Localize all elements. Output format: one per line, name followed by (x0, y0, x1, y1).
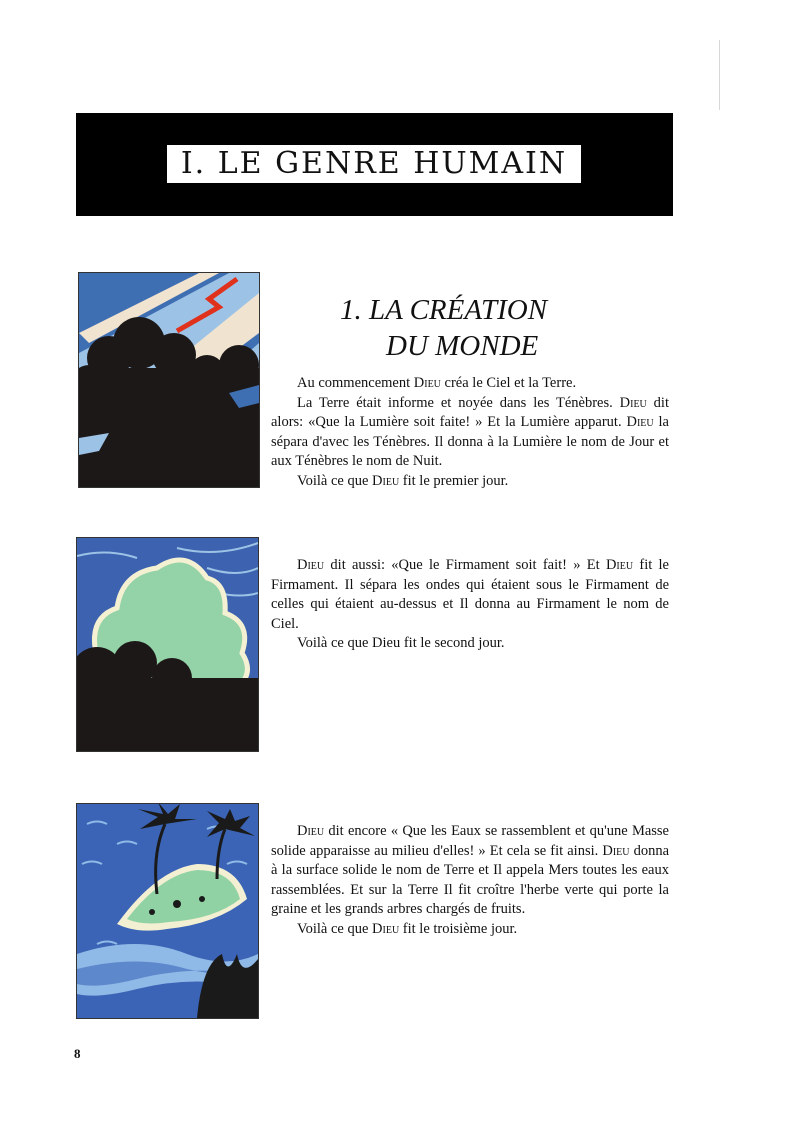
paragraph: Voilà ce que Dieu fit le troisième jour. (297, 920, 518, 937)
illustration-island-sea (76, 803, 259, 1019)
text-block-second-day (271, 556, 669, 654)
illustration-firmament-cloud (76, 537, 259, 752)
paragraph: Voilà ce que Dieu fit le second jour. (297, 635, 505, 652)
page-number: 8 (74, 1046, 81, 1061)
section-number: 1. (340, 294, 362, 326)
paragraph: Voilà ce que Dieu fit le premier jour. (297, 472, 509, 489)
text-block-first-day (271, 374, 669, 492)
page-edge-line (719, 40, 720, 110)
section-title-line2: DU MONDE (386, 330, 539, 362)
paragraph: La Terre était informe et noyée dans les Ténèbres. Dieu dit alors: «Que la Lumière soit faite! » Et la Lumière apparut. Dieu la sépara d'avec les Ténèbres. Il donna à la Lumière le nom de Jour et aux Ténèbres le nom de Nuit. (271, 394, 669, 470)
paragraph: Au commencement Dieu créa le Ciel et la Terre. (297, 375, 577, 391)
section-title-line1: LA CRÉATION (369, 294, 548, 326)
text-block-third-day (271, 822, 669, 940)
chapter-title: I. LE GENRE HUMAIN (167, 145, 581, 183)
paragraph: Dieu dit encore « Que les Eaux se rassemblent et qu'une Masse solide apparaisse au milieu d'elles! » Et cela se fit ainsi. Dieu donna à la surface solide le nom de Terre et Il appela Mers toutes les eaux rassemblées. Et sur la Terre Il fit croître l'herbe verte qui porte la graine et les grands arbres chargés de fruits. (271, 823, 669, 918)
paragraph: Dieu dit aussi: «Que le Firmament soit fait! » Et Dieu fit le Firmament. Il sépara les ondes qui étaient sous le Firmament de celles qui étaient au-dessus et Il donna au Firmament le nom de Ciel. (271, 557, 669, 632)
illustration-light-over-clouds (78, 272, 260, 488)
section-heading (300, 292, 670, 364)
